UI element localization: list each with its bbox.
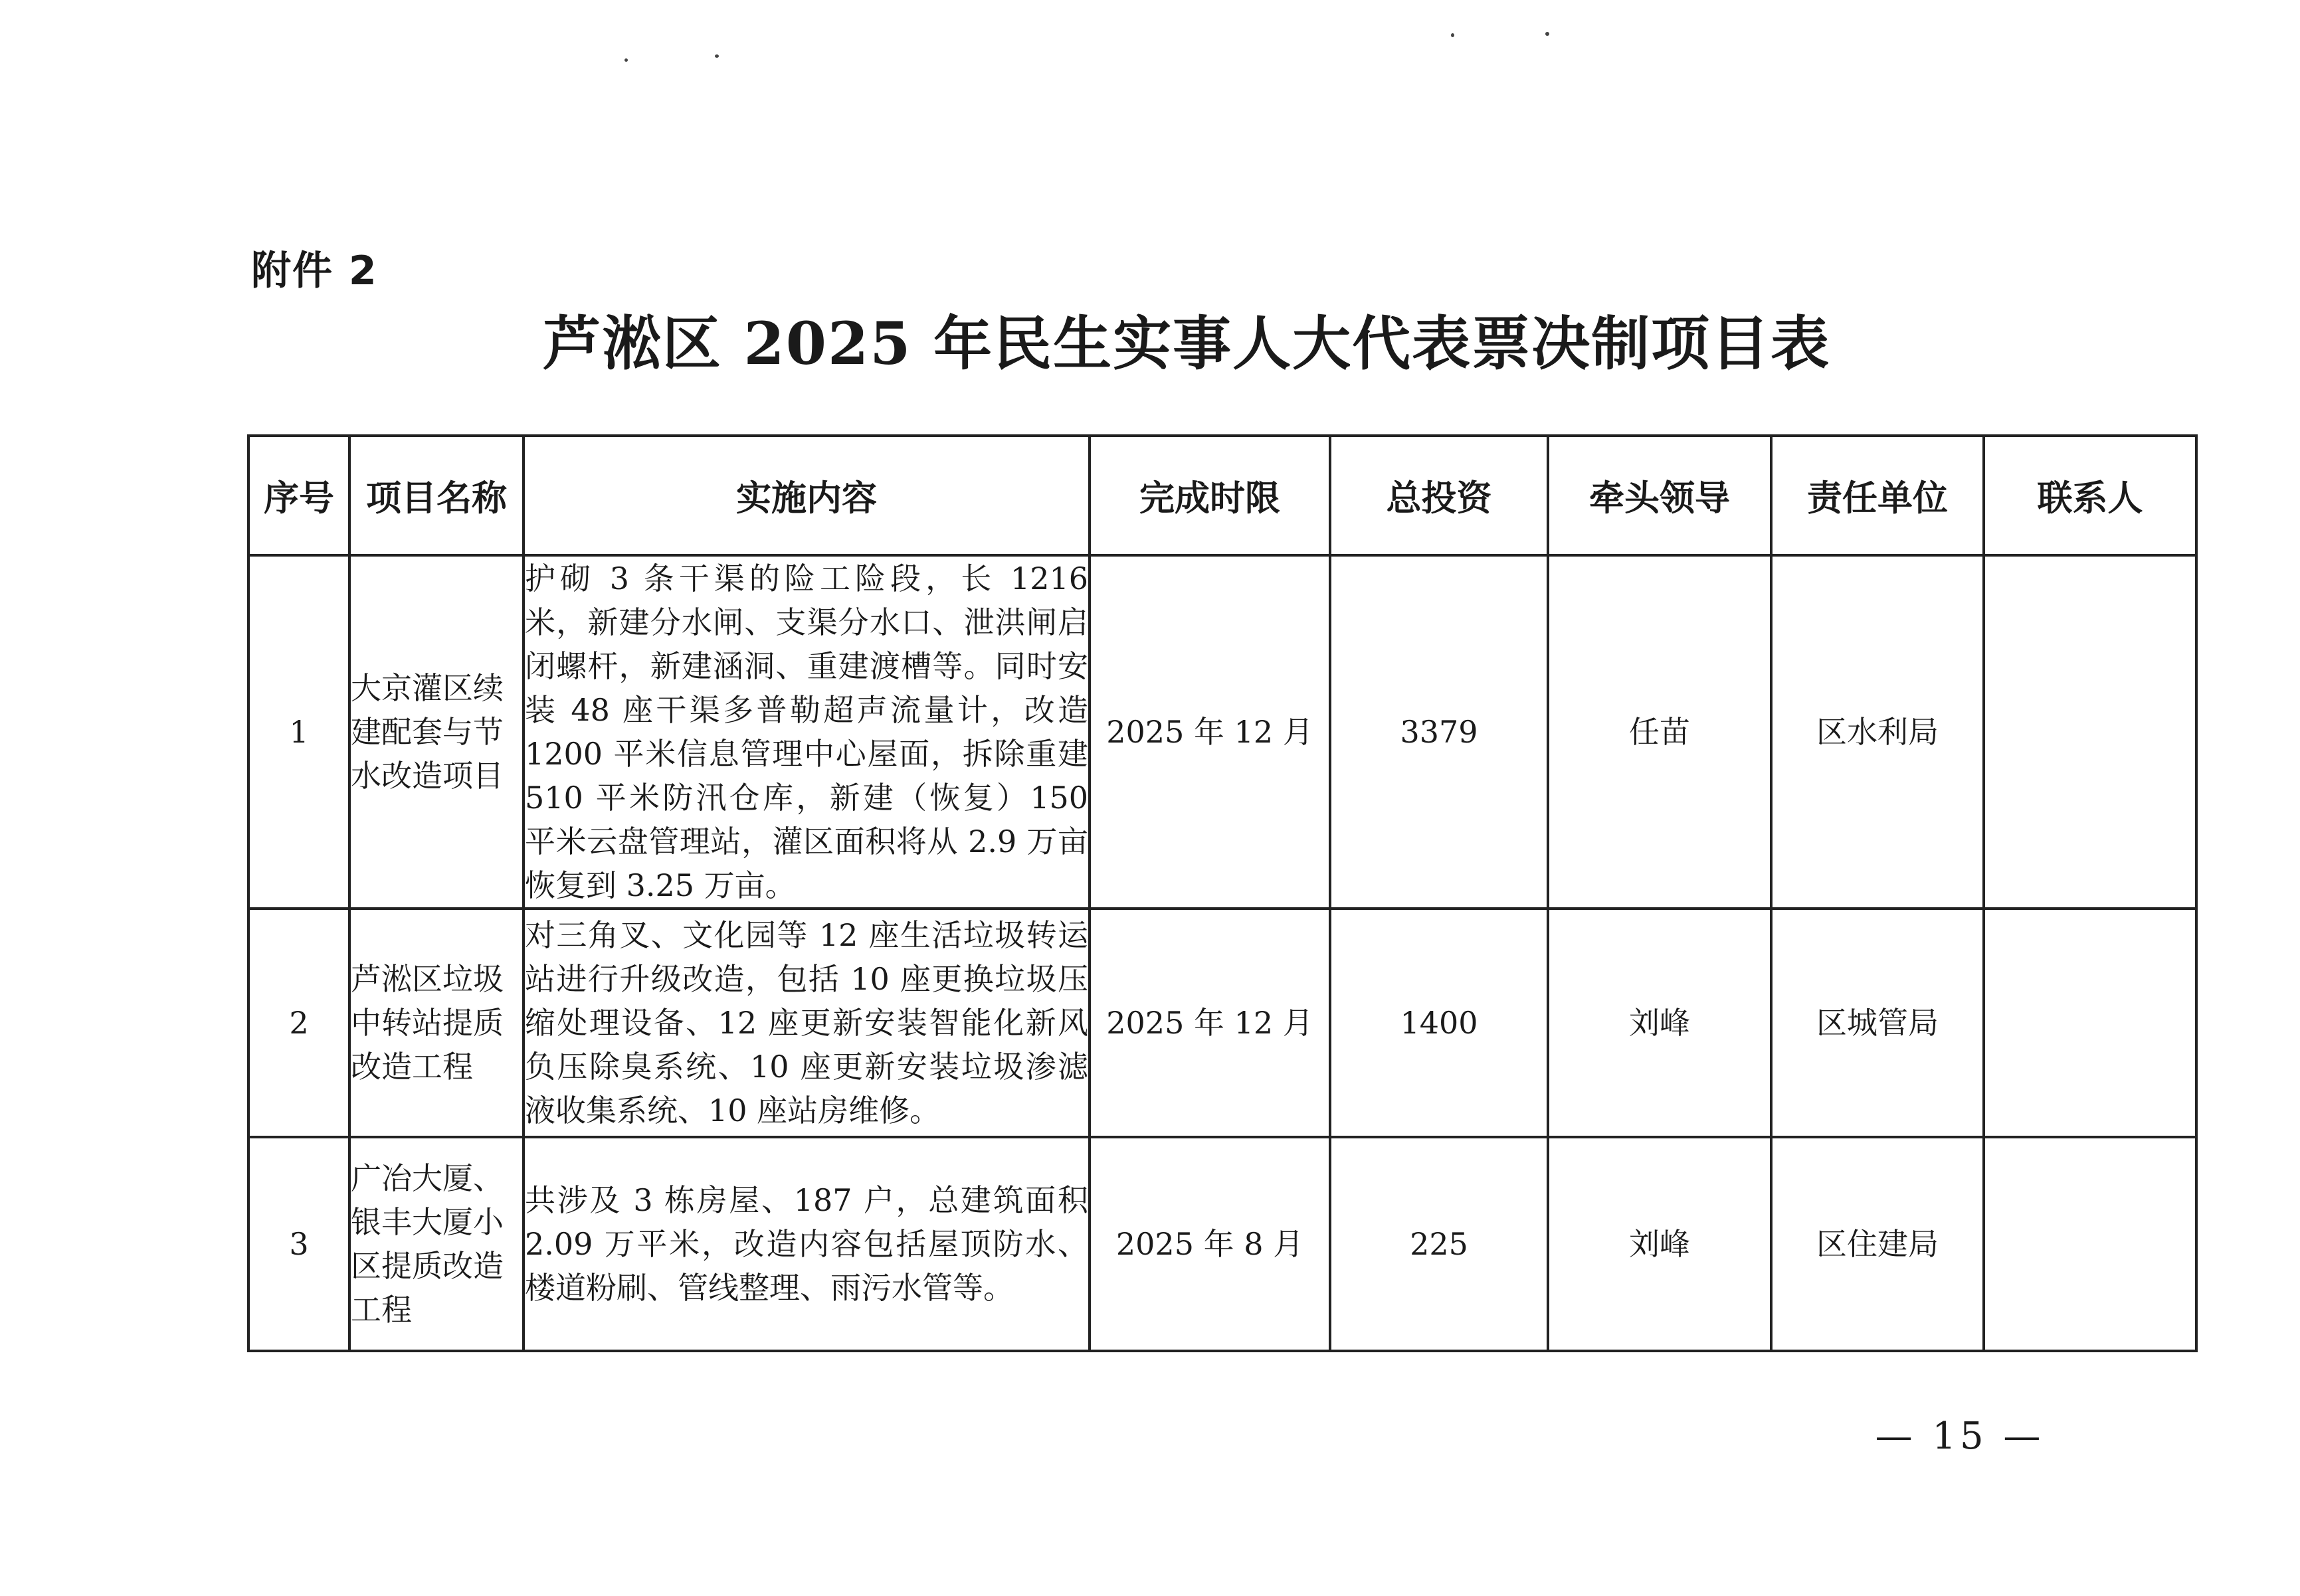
table-header-row	[248, 436, 2196, 555]
cell-project-name: 大京灌区续建配套与节水改造项目	[349, 555, 524, 909]
cell-leader: 刘峰	[1548, 1137, 1771, 1351]
cell-unit: 区城管局	[1771, 909, 1984, 1137]
cell-unit: 区水利局	[1771, 555, 1984, 909]
scan-speck	[1451, 33, 1454, 37]
cell-seq: 2	[248, 909, 349, 1137]
header-seq: 序号	[248, 436, 349, 555]
header-deadline: 完成时限	[1090, 436, 1330, 555]
page-number: — 15 —	[1875, 1415, 2045, 1458]
page-title: 芦淞区 2025 年民生实事人大代表票决制项目表	[542, 309, 1831, 378]
cell-contact	[1984, 1137, 2196, 1351]
cell-investment: 1400	[1330, 909, 1548, 1137]
cell-content: 共涉及 3 栋房屋、187 户，总建筑面积 2.09 万平米，改造内容包括屋顶防水、楼道粉刷、管线整理、雨污水管等。	[524, 1137, 1090, 1351]
table-row	[248, 555, 2196, 909]
cell-seq: 1	[248, 555, 349, 909]
header-unit: 责任单位	[1771, 436, 1984, 555]
cell-deadline: 2025 年 8 月	[1090, 1137, 1330, 1351]
cell-investment: 225	[1330, 1137, 1548, 1351]
header-name: 项目名称	[349, 436, 524, 555]
cell-leader: 刘峰	[1548, 909, 1771, 1137]
scan-speck	[1545, 32, 1549, 36]
scan-speck	[715, 54, 719, 58]
header-contact: 联系人	[1984, 436, 2196, 555]
cell-project-name: 芦淞区垃圾中转站提质改造工程	[349, 909, 524, 1137]
cell-contact	[1984, 909, 2196, 1137]
cell-leader: 任苗	[1548, 555, 1771, 909]
header-leader: 牵头领导	[1548, 436, 1771, 555]
cell-investment: 3379	[1330, 555, 1548, 909]
table-row	[248, 1137, 2196, 1351]
attachment-label: 附件 2	[251, 248, 378, 294]
cell-content: 护砌 3 条干渠的险工险段，长 1216 米，新建分水闸、支渠分水口、泄洪闸启闭螺杆，新建涵洞、重建渡槽等。同时安装 48 座干渠多普勒超声流量计，改造 1200 平米信息管理中心屋面，拆除重建 510 平米防汛仓库，新建（恢复）150 平米云盘管理站，灌区面积将从 2.9 万亩恢复到 3.25 万亩。	[524, 555, 1090, 909]
projects-table	[247, 434, 2198, 1352]
scan-speck	[624, 58, 628, 62]
cell-deadline: 2025 年 12 月	[1090, 909, 1330, 1137]
cell-deadline: 2025 年 12 月	[1090, 555, 1330, 909]
header-investment: 总投资	[1330, 436, 1548, 555]
table-row	[248, 909, 2196, 1137]
cell-contact	[1984, 555, 2196, 909]
cell-content: 对三角叉、文化园等 12 座生活垃圾转运站进行升级改造，包括 10 座更换垃圾压缩处理设备、12 座更新安装智能化新风负压除臭系统、10 座更新安装垃圾渗滤液收集系统、10 座站房维修。	[524, 909, 1090, 1137]
cell-seq: 3	[248, 1137, 349, 1351]
cell-unit: 区住建局	[1771, 1137, 1984, 1351]
header-content: 实施内容	[524, 436, 1090, 555]
cell-project-name: 广冶大厦、银丰大厦小区提质改造工程	[349, 1137, 524, 1351]
